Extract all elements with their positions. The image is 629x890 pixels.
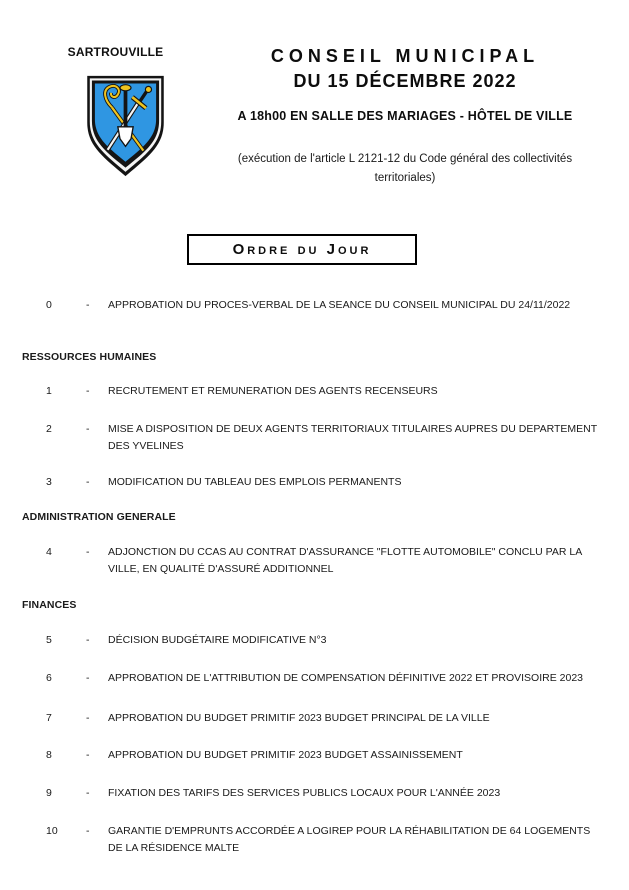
main-title-line2: DU 15 DÉCEMBRE 2022 — [293, 71, 517, 91]
item-separator: - — [86, 712, 90, 724]
city-coat-of-arms-icon — [83, 73, 168, 179]
item-separator: - — [86, 787, 90, 799]
item-number: 5 — [46, 634, 52, 646]
item-separator: - — [86, 825, 90, 837]
section-title-administration-generale: ADMINISTRATION GENERALE — [22, 511, 176, 523]
order-of-day-box — [187, 234, 417, 265]
agenda-item-5 — [0, 632, 629, 649]
agenda-item-4 — [0, 544, 629, 578]
item-number: 2 — [46, 423, 52, 435]
city-name: SARTROUVILLE — [67, 45, 164, 59]
item-number: 6 — [46, 672, 52, 684]
order-of-day-label: Ordre du Jour — [232, 241, 372, 258]
item-text: ADJONCTION DU CCAS AU CONTRAT D'ASSURANCE "FLOTTE AUTOMOBILE" CONCLU PAR LA VILLE, EN QUALITÉ D'ASSURÉ ADDITIONNEL — [108, 546, 582, 575]
item-separator: - — [86, 749, 90, 761]
agenda-item-6 — [0, 670, 629, 687]
item-number: 1 — [46, 385, 52, 397]
agenda-item-0 — [0, 297, 629, 314]
item-separator: - — [86, 423, 90, 435]
item-number: 9 — [46, 787, 52, 799]
section-title-finances: FINANCES — [22, 599, 77, 611]
item-separator: - — [86, 634, 90, 646]
item-text: MODIFICATION DU TABLEAU DES EMPLOIS PERMANENTS — [108, 476, 402, 488]
agenda-item-3 — [0, 474, 629, 491]
section-title-ressources-humaines: RESSOURCES HUMAINES — [22, 351, 157, 363]
item-number: 4 — [46, 546, 52, 558]
legal-reference-note: (exécution de l'article L 2121-12 du Code général des collectivités territoriales) — [237, 153, 573, 184]
item-text: MISE A DISPOSITION DE DEUX AGENTS TERRITORIAUX TITULAIRES AUPRES DU DEPARTEMENT DES YVELINES — [108, 423, 597, 452]
item-number: 8 — [46, 749, 52, 761]
item-number: 3 — [46, 476, 52, 488]
item-number: 7 — [46, 712, 52, 724]
agenda-item-2 — [0, 421, 629, 455]
document-header — [195, 46, 615, 188]
item-text: GARANTIE D'EMPRUNTS ACCORDÉE A LOGIREP POUR LA RÉHABILITATION DE 64 LOGEMENTS DE LA RÉSIDENCE MALTE — [108, 825, 591, 854]
item-text: FIXATION DES TARIFS DES SERVICES PUBLICS LOCAUX POUR L'ANNÉE 2023 — [108, 787, 501, 799]
item-text: APPROBATION DE L'ATTRIBUTION DE COMPENSATION DÉFINITIVE 2022 ET PROVISOIRE 2023 — [108, 672, 584, 684]
agenda-item-7 — [0, 710, 629, 727]
agenda-item-1 — [0, 383, 629, 400]
item-text: RECRUTEMENT ET REMUNERATION DES AGENTS RECENSEURS — [108, 385, 438, 397]
item-separator: - — [86, 299, 90, 311]
main-title-line1: CONSEIL MUNICIPAL — [270, 46, 540, 66]
agenda-item-10 — [0, 823, 629, 857]
item-separator: - — [86, 476, 90, 488]
item-separator: - — [86, 672, 90, 684]
meeting-place-time: A 18h00 EN SALLE DES MARIAGES - HÔTEL DE VILLE — [237, 109, 573, 123]
item-text: APPROBATION DU BUDGET PRIMITIF 2023 BUDGET ASSAINISSEMENT — [108, 749, 463, 761]
item-text: DÉCISION BUDGÉTAIRE MODIFICATIVE N°3 — [108, 634, 327, 646]
agenda-item-9 — [0, 785, 629, 802]
item-text: APPROBATION DU BUDGET PRIMITIF 2023 BUDGET PRINCIPAL DE LA VILLE — [108, 712, 490, 724]
item-text: APPROBATION DU PROCES-VERBAL DE LA SEANCE DU CONSEIL MUNICIPAL DU 24/11/2022 — [108, 299, 571, 311]
agenda-list — [0, 297, 629, 857]
agenda-item-8 — [0, 747, 629, 764]
item-separator: - — [86, 385, 90, 397]
item-separator: - — [86, 546, 90, 558]
item-number: 0 — [46, 299, 52, 311]
item-number: 10 — [46, 825, 58, 837]
